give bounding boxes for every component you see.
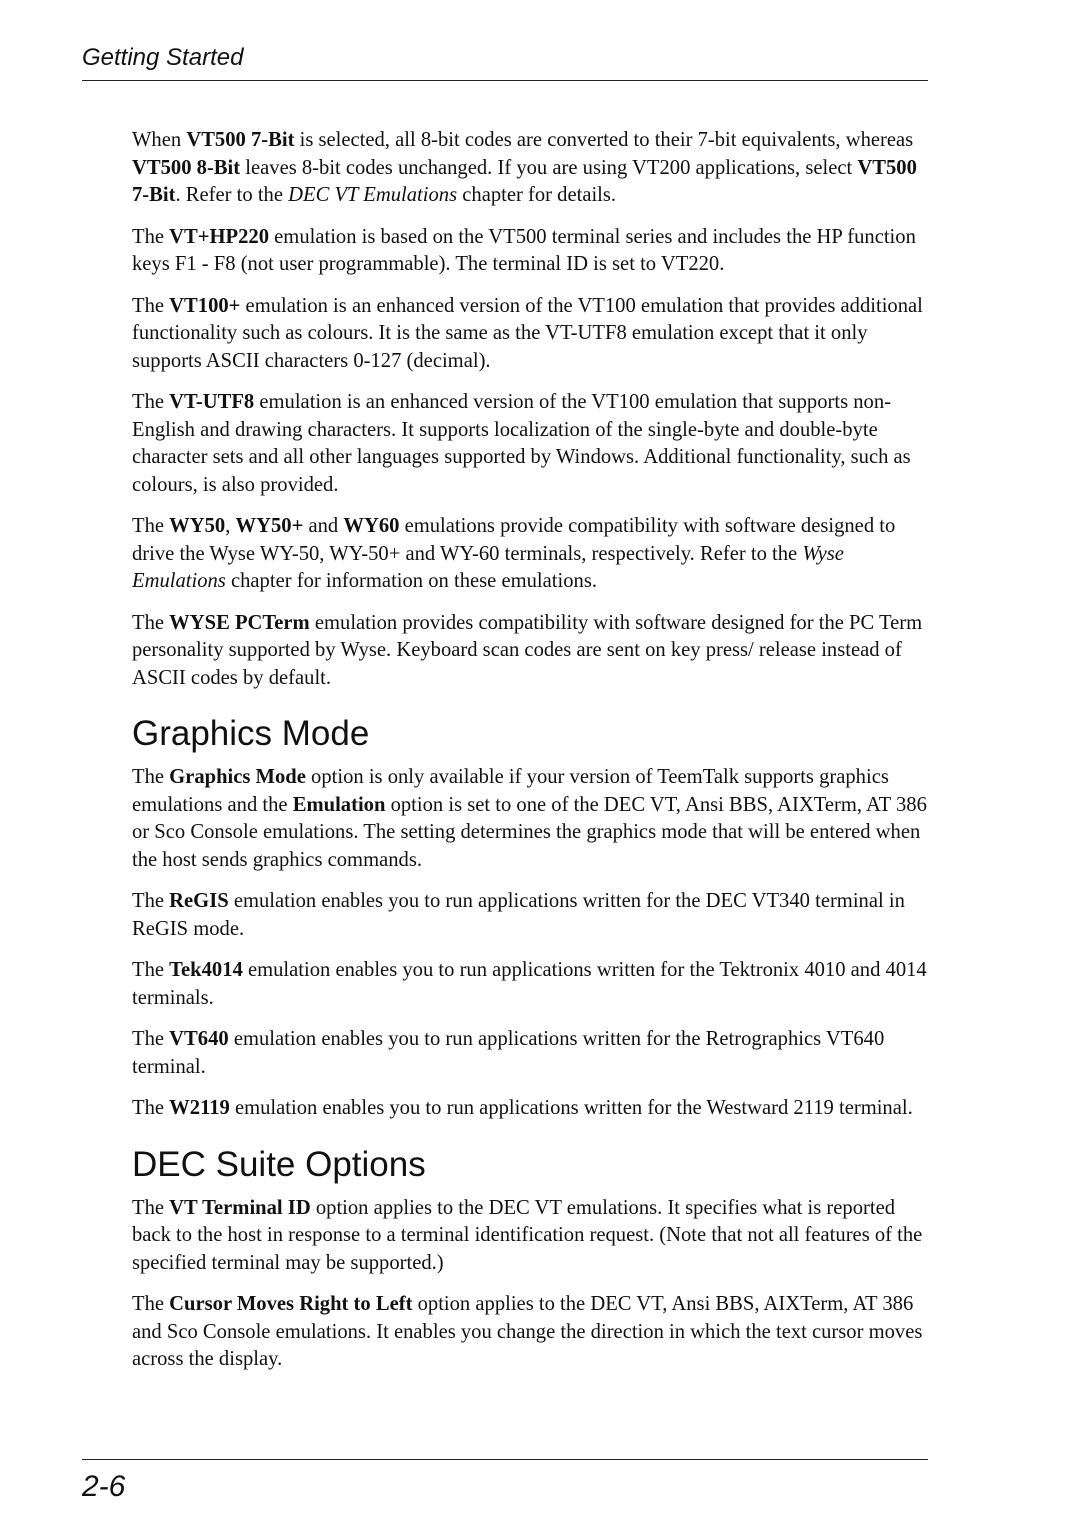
- page-body: [132, 127, 932, 1388]
- heading-dec-suite-options: DEC Suite Options: [132, 1144, 426, 1184]
- paragraph-w2119: The W2119 emulation enables you to run applications written for the Westward 2119 terminal.: [132, 1097, 913, 1119]
- paragraph-wyse: The WY50, WY50+ and WY60 emulations provide compatibility with software designed to drive the Wyse WY-50, WY-50+ and WY-60 terminals, respectively. Refer to the Wyse Emulations chapter for information on these emulations.: [132, 515, 896, 592]
- paragraph-pcterm: The WYSE PCTerm emulation provides compatibility with software designed for the PC Term personality supported by Wyse. Keyboard scan codes are sent on key press/ release instead of ASCII codes by default.: [132, 611, 923, 689]
- paragraph-vt100plus: The VT100+ emulation is an enhanced version of the VT100 emulation that provides additional functionality such as colours. It is the same as the VT-UTF8 emulation except that it only supports ASCII characters 0-127 (decimal).: [132, 294, 923, 372]
- paragraph-vt500: When VT500 7-Bit is selected, all 8-bit codes are converted to their 7-bit equivalents, whereas VT500 8-Bit leaves 8-bit codes unchanged. If you are using VT200 applications, select VT500 7-Bit. Refer to the DEC VT Emulations chapter for details.: [132, 129, 917, 206]
- paragraph-graphics-mode: The Graphics Mode option is only available if your version of TeemTalk supports graphics emulations and the Emulation option is set to one of the DEC VT, Ansi BBS, AIXTerm, AT 386 or Sco Console emulations. The setting determines the graphics mode that will be entered when the host sends graphics commands.: [132, 766, 927, 871]
- running-header: Getting Started: [82, 44, 244, 71]
- header-rule: [82, 80, 928, 81]
- paragraph-vt-terminal-id: The VT Terminal ID option applies to the DEC VT emulations. It specifies what is reported back to the host in response to a terminal identification request. (Note that not all features of the specified terminal may be supported.): [132, 1196, 923, 1274]
- paragraph-regis: The ReGIS emulation enables you to run applications written for the DEC VT340 terminal in ReGIS mode.: [132, 890, 905, 940]
- paragraph-vt-hp220: The VT+HP220 emulation is based on the VT500 terminal series and includes the HP function keys F1 - F8 (not user programmable). The terminal ID is set to VT220.: [132, 225, 916, 275]
- paragraph-cursor-direction: The Cursor Moves Right to Left option applies to the DEC VT, Ansi BBS, AIXTerm, AT 386 and Sco Console emulations. It enables you change the direction in which the text cursor moves across the display.: [132, 1293, 923, 1370]
- heading-graphics-mode: Graphics Mode: [132, 714, 370, 753]
- footer-rule: [82, 1459, 928, 1460]
- paragraph-vt640: The VT640 emulation enables you to run applications written for the Retrographics VT640 terminal.: [132, 1028, 885, 1078]
- paragraph-vt-utf8: The VT-UTF8 emulation is an enhanced version of the VT100 emulation that supports non-English and drawing characters. It supports localization of the single-byte and double-byte character sets and all other languages supported by Windows. Additional functionality, such as colours, is also provided.: [132, 391, 911, 496]
- paragraph-tek4014: The Tek4014 emulation enables you to run applications written for the Tektronix 4010 and 4014 terminals.: [132, 959, 927, 1009]
- page-number: 2-6: [82, 1470, 126, 1503]
